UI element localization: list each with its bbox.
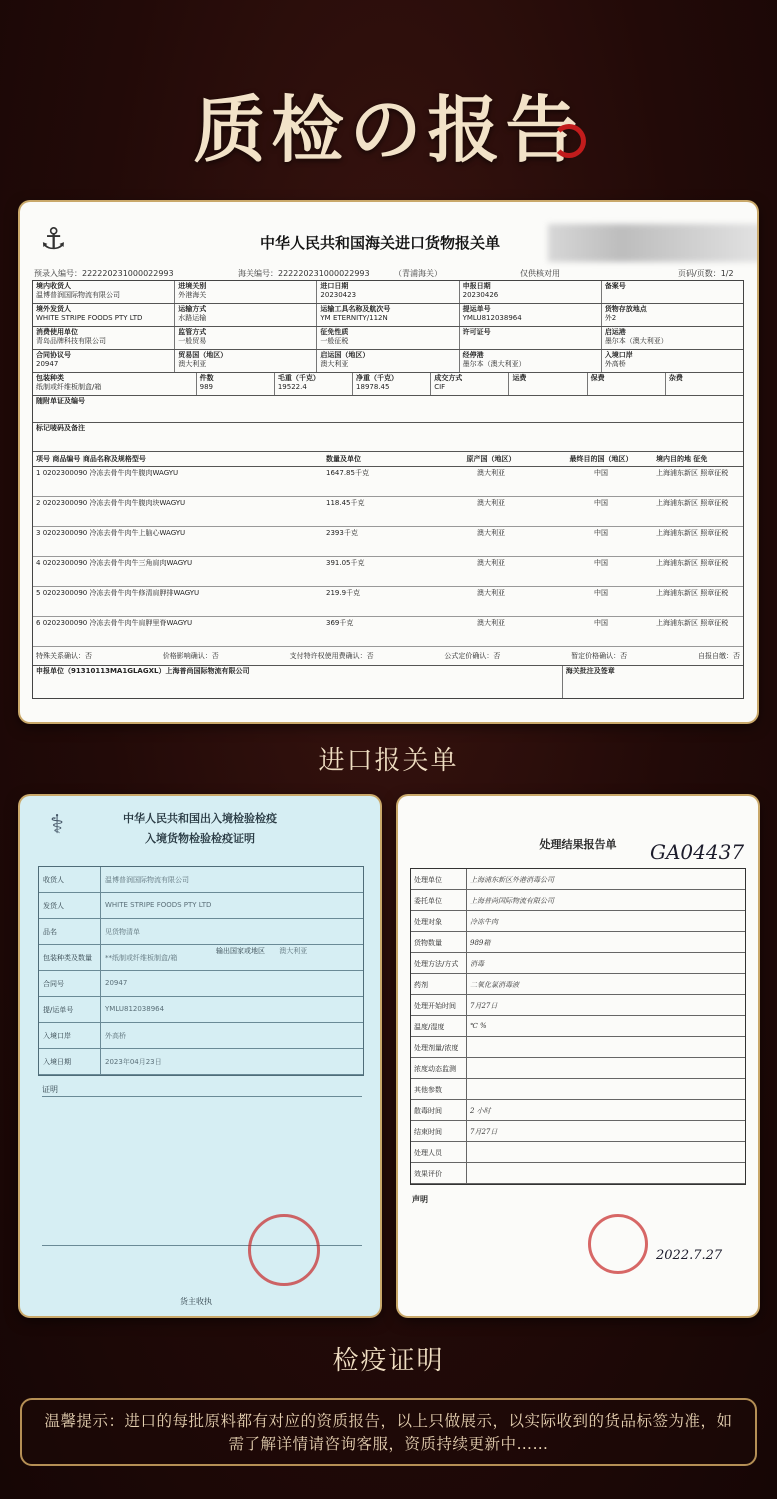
result-row: 处理方法/方式 消毒	[411, 953, 745, 974]
holder-copy-label: 货主收执	[180, 1297, 212, 1306]
customs-field: 合同协议号 20947	[33, 350, 175, 372]
notice-text: 温馨提示：进口的每批原料都有对应的资质报告，以上只做展示，以实际收到的货品标签为准，如需了解详情请咨询客服，资质持续更新中……	[44, 1412, 733, 1453]
confirmation-item: 价格影响确认：否	[162, 652, 219, 660]
result-row: 处理单位 上海浦东新区外港消毒公司	[411, 869, 745, 890]
quarantine-row: 品名 见货物清单	[39, 919, 363, 945]
customs-field: 入境口岸 外高桥	[604, 351, 633, 368]
result-row: 药剂 二氧化氯消毒液	[411, 974, 745, 995]
goods-row: 5 0202300090 冷冻去骨牛肉牛修清肩胛排WAGYU 219.9千克 澳大利亚 中国 上海浦东新区 照章征税	[33, 587, 743, 617]
result-title: 处理结果报告单	[539, 838, 617, 851]
customs-emblem-icon: ⚓	[40, 222, 67, 257]
confirmation-item: 自报自缴：否	[697, 652, 740, 660]
treatment-result-document	[398, 796, 758, 1316]
quarantine-row: 收货人 温博普润国际物流有限公司	[39, 867, 363, 893]
quarantine-caption: 检疫证明	[332, 1346, 445, 1376]
quarantine-certificate-document	[20, 796, 380, 1316]
confirmation-item: 暂定价格确认：否	[571, 652, 628, 660]
customs-number: 海关编号：222220231000022993	[238, 269, 370, 278]
official-seal-stamp	[248, 1214, 320, 1286]
export-country-label: 输出国家或地区	[216, 947, 265, 955]
customs-field: 监管方式 一般贸易	[175, 327, 317, 349]
page-count: 页码/页数：1/2	[678, 269, 734, 278]
cert-label: 证明	[42, 1085, 58, 1094]
confirmation-item: 特殊关系确认：否	[36, 652, 92, 660]
result-row: 浓度动态监测	[411, 1058, 745, 1079]
result-row: 其他参数	[411, 1079, 745, 1100]
result-row: 处理人员	[411, 1142, 745, 1163]
result-row: 结束时间 7月27日	[411, 1121, 745, 1142]
goods-table-header: 项号 商品编号 商品名称及规格型号 数量及单位 原产国（地区） 最终目的国（地区） 境内目的地 征免	[33, 452, 743, 467]
result-row: 货物数量 989箱	[411, 932, 745, 953]
result-row: 处理开始时间 7月27日	[411, 995, 745, 1016]
preentry-number: 预录入编号：222220231000022993	[34, 269, 174, 278]
result-row: 处理剂量/浓度	[411, 1037, 745, 1058]
confirmation-item: 支付特许权使用费确认：否	[289, 652, 374, 660]
for-reference-note: 仅供核对用	[520, 269, 560, 278]
customs-field: 进口日期 20230423	[317, 281, 459, 303]
goods-row: 1 0202300090 冷冻去骨牛肉牛腹肉WAGYU 1647.85千克 澳大利亚 中国 上海浦东新区 照章征税	[33, 467, 743, 497]
customs-sign-label: 海关批注及签章	[565, 667, 615, 675]
quarantine-row: 包装种类及数量 **纸制或纤维板制盒/箱	[39, 945, 363, 971]
company-seal-stamp	[588, 1214, 648, 1274]
customs-field: 征免性质 一般征税	[317, 327, 459, 349]
customs-field: 进境关别 外港海关	[175, 281, 317, 303]
customs-field: 提运单号 YMLU812038964	[460, 304, 602, 326]
customs-field: 启运国（地区） 澳大利亚	[317, 350, 459, 372]
customs-field: 运输工具名称及航次号 YM ETERNITY/112N	[317, 304, 459, 326]
customs-field: 申报日期 20230426	[460, 281, 602, 303]
confirmation-item: 公式定价确认：否	[444, 652, 501, 660]
customs-port: （青浦海关）	[394, 269, 442, 278]
quarantine-row: 发货人 WHITE STRIPE FOODS PTY LTD	[39, 893, 363, 919]
result-table	[410, 868, 746, 1185]
result-row: 效果评价	[411, 1163, 745, 1184]
customs-field-grid: 境内收货人 温博普润国际物流有限公司 进境关别 外港海关 进口日期 20230423 申报日期 20230426 备案号 境外发货人 WHITE STRIPE FOODS PTY LTD 运输方式 水路运输 运输工具名称及航次号 YM ETERNITY/112N 提运单号 YMLU812038964 货物存放地点 外2 消费使用单位 青岛品牌科技有限公司 监管方式 一般贸易 征免性质 一般征税 许可证号 启运港 墨尔本（澳大利亚） 合同协议号 20947 贸易国（地区） 澳大利亚 启运国（地区） 澳大利亚 经停港 墨尔本（澳大利亚） 入境口岸 外高桥 包装种类 纸制或纤维板制盒/箱 件数 989 毛重（千克） 19522.4 净重（千克） 18978.45 成交方式 CIF 运费 保费 杂费 随附单证及编号 标记唛码及备注 项号 商品编号 商品名称及规格型号 数量及单位 原产国（地区） 最终目的国（地区） 境内目的地 征免 1 0202300090 冷冻去骨牛肉牛腹肉WAGYU 1647.85千克 澳大利亚 中国 上海浦东新区 照章征税 2 0202300090 冷冻去骨牛肉牛腹肉块WAGYU 118.45千克 澳大利亚 中国 上海浦东新区 照章征税 3 0202300090 冷冻去骨牛肉牛上脑心WAGYU 2393千克 澳大利亚 中国 上海浦东新区 照章征税 4 0202300090 冷冻去骨牛肉牛三角肩肉WAGYU 391.05千克 澳大利亚 中国 上海浦东新区 照章征税 5 0202300090 冷冻去骨牛肉牛修清肩胛排WAGYU 219.9千克 澳大利亚 中国 上海浦东新区 照章征税 6 0202300090 冷冻去骨牛肉牛肩胛里脊WAGYU 369千克 澳大利亚 中国 上海浦东新区 照章征税 特殊关系确认：否 价格影响确认：否 支付特许权使用费确认：否 公式定价确认：否 暂定价格确认：否 自报自缴：否 申报单位（91310113MA1GLAGXL）上海普尚国际物流有限公司 海关批注及签章	[32, 280, 744, 699]
result-row: 处理对象 冷冻牛肉	[411, 911, 745, 932]
result-row: 委托单位 上海普尚国际物流有限公司	[411, 890, 745, 911]
quarantine-row: 合同号 20947	[39, 971, 363, 997]
customs-field: 经停港 墨尔本（澳大利亚）	[460, 350, 602, 372]
goods-row: 4 0202300090 冷冻去骨牛肉牛三角肩肉WAGYU 391.05千克 澳大利亚 中国 上海浦东新区 照章征税	[33, 557, 743, 587]
declaration-label: 声明	[412, 1195, 428, 1204]
customs-field: 启运港 墨尔本（澳大利亚）	[604, 328, 668, 345]
quarantine-table	[38, 866, 364, 1076]
quarantine-row: 入境日期 2023年04月23日	[39, 1049, 363, 1075]
customs-field: 贸易国（地区） 澳大利亚	[175, 350, 317, 372]
customs-field: 运输方式 水路运输	[175, 304, 317, 326]
result-row: 散毒时间 2 小时	[411, 1100, 745, 1121]
customs-field: 货物存放地点 外2	[604, 305, 647, 322]
customs-declaration-document	[20, 202, 757, 722]
result-row: 温度/湿度 ℃ %	[411, 1016, 745, 1037]
notice-box	[20, 1398, 757, 1466]
customs-field: 境外发货人 WHITE STRIPE FOODS PTY LTD	[33, 304, 175, 326]
page-title: 质检の报告	[0, 72, 777, 176]
customs-field: 消费使用单位 青岛品牌科技有限公司	[33, 327, 175, 349]
redacted-area	[548, 224, 757, 262]
declarant: 申报单位（91310113MA1GLAGXL）上海普尚国际物流有限公司	[36, 667, 250, 675]
handwritten-date: 2022.7.27	[656, 1248, 723, 1263]
customs-field: 备案号	[604, 282, 626, 290]
goods-row: 6 0202300090 冷冻去骨牛肉牛肩胛里脊WAGYU 369千克 澳大利亚 中国 上海浦东新区 照章征税	[33, 617, 743, 647]
customs-document-title: 中华人民共和国海关进口货物报关单	[260, 234, 501, 252]
quarantine-emblem-icon: ⚕	[50, 810, 65, 840]
export-country-value: 澳大利亚	[279, 947, 308, 955]
quarantine-subtitle: 入境货物检验检疫证明	[145, 832, 255, 845]
handwritten-number: GA04437	[650, 840, 745, 864]
customs-caption: 进口报关单	[318, 746, 459, 776]
customs-field: 境内收货人 温博普润国际物流有限公司	[33, 281, 175, 303]
title-ring-decoration	[552, 124, 586, 158]
quarantine-title: 中华人民共和国出入境检验检疫	[123, 812, 277, 825]
goods-row: 2 0202300090 冷冻去骨牛肉牛腹肉块WAGYU 118.45千克 澳大利亚 中国 上海浦东新区 照章征税	[33, 497, 743, 527]
quarantine-row: 入境口岸 外高桥	[39, 1023, 363, 1049]
goods-row: 3 0202300090 冷冻去骨牛肉牛上脑心WAGYU 2393千克 澳大利亚 中国 上海浦东新区 照章征税	[33, 527, 743, 557]
customs-field: 许可证号	[460, 327, 602, 349]
quarantine-row: 提/运单号 YMLU812038964	[39, 997, 363, 1023]
